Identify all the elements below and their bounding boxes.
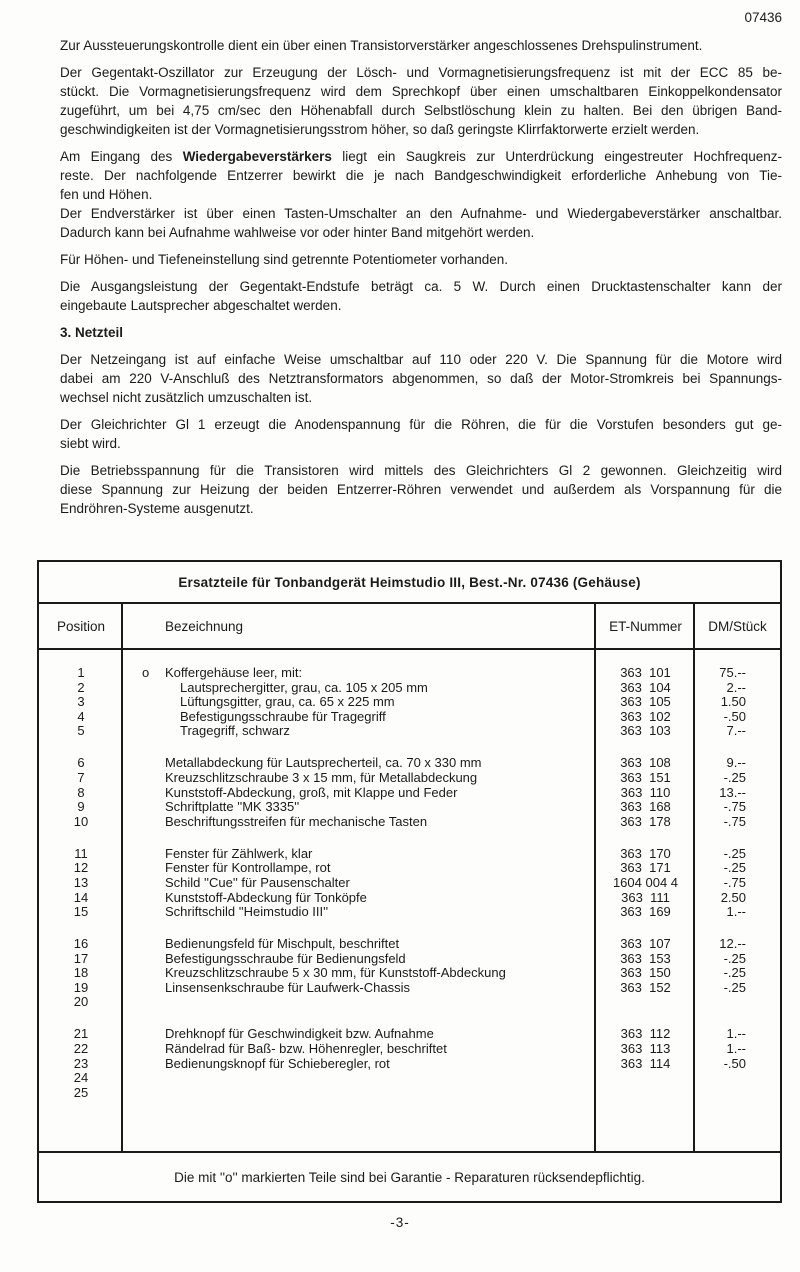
cell-et-nummer: 363 171 xyxy=(620,860,671,876)
cell-dm-stueck: -.75 xyxy=(723,874,746,890)
part-description: Metallabdeckung für Lautsprecherteil, ca. 70 x 330 mm xyxy=(165,755,482,771)
cell-position: 10 xyxy=(73,813,89,829)
doc-number: 07436 xyxy=(744,10,782,25)
col-header-position: Position xyxy=(56,618,106,634)
cell-bezeichnung xyxy=(123,1042,596,1057)
part-description: Befestigungsschraube für Tragegriff xyxy=(180,708,386,724)
cell-bezeichnung xyxy=(123,1057,596,1072)
cell-bezeichnung xyxy=(123,995,596,1010)
cell-dm-stueck xyxy=(695,1086,780,1101)
cell-position: 1 xyxy=(77,665,85,680)
cell-et-nummer xyxy=(596,1071,695,1086)
cell-dm-stueck xyxy=(695,1071,780,1086)
table-row xyxy=(39,1086,780,1101)
cell-bezeichnung xyxy=(123,666,596,681)
table-header-row xyxy=(39,604,780,650)
cell-et-nummer: 363 111 xyxy=(621,889,670,905)
column-divider xyxy=(121,604,123,1151)
cell-position: 21 xyxy=(73,1026,89,1042)
table-row xyxy=(39,861,780,876)
page-number: -3- xyxy=(390,1215,410,1230)
cell-et-nummer: 363 112 xyxy=(620,1026,671,1042)
part-description: Befestigungsschraube für Bedienungsfeld xyxy=(165,950,406,966)
paragraph xyxy=(60,63,782,139)
cell-bezeichnung xyxy=(123,756,596,771)
cell-et-nummer: 363 103 xyxy=(620,723,671,739)
table-row xyxy=(39,756,780,771)
cell-dm-stueck xyxy=(695,995,780,1010)
cell-bezeichnung xyxy=(123,815,596,830)
table-row xyxy=(39,905,780,920)
cell-et-nummer: 1604 004 4 xyxy=(612,874,679,890)
cell-position: 18 xyxy=(73,965,89,981)
cell-position: 15 xyxy=(73,904,89,920)
cell-et-nummer: 363 153 xyxy=(620,950,671,966)
text-segment: liegt ein Saugkreis zur Unterdrückung eingestreuter Hochfrequenz- xyxy=(331,149,782,164)
table-row xyxy=(39,847,780,862)
cell-position: 24 xyxy=(73,1070,89,1086)
table-row xyxy=(39,681,780,696)
text-line: reste. Der nachfolgende Entzerrer bewirkt die je nach Bandgeschwindigkeit erforderliche Anhebung von Tie- xyxy=(60,168,782,183)
cell-dm-stueck: -.50 xyxy=(723,1055,746,1071)
cell-bezeichnung xyxy=(123,1071,596,1086)
part-description: Lüftungsgitter, grau, ca. 65 x 225 mm xyxy=(180,694,395,710)
cell-bezeichnung xyxy=(123,981,596,996)
cell-dm-stueck: -.25 xyxy=(723,845,746,861)
group-gap-row xyxy=(39,829,780,846)
body-text xyxy=(60,36,782,526)
cell-dm-stueck: -.25 xyxy=(723,979,746,995)
cell-dm-stueck: -.75 xyxy=(723,813,746,829)
cell-et-nummer: 363 101 xyxy=(620,665,671,680)
bold-term: Wiedergabeverstärkers xyxy=(182,149,332,164)
cell-position: 16 xyxy=(73,936,89,952)
cell-dm-stueck: 2.50 xyxy=(720,889,746,905)
table-row xyxy=(39,952,780,967)
group-gap-row xyxy=(39,920,780,937)
spare-parts-table xyxy=(37,560,782,1203)
cell-dm-stueck: -.75 xyxy=(723,799,746,815)
paragraph xyxy=(60,461,782,518)
part-description: Fenster für Zählwerk, klar xyxy=(165,845,313,861)
text-line: zugeführt, um bei 4,75 cm/sec den Höhenabfall durch Selbstlöschung klein zu halten. Bei den übrigen Band- xyxy=(60,103,782,118)
text-line: Der Netzeingang ist auf einfache Weise umschaltbar auf 110 oder 220 V. Die Spannung für die Motore wird xyxy=(60,352,782,367)
table-row xyxy=(39,724,780,739)
table-row xyxy=(39,695,780,710)
part-description: Beschriftungsstreifen für mechanische Tasten xyxy=(165,813,428,829)
table-row xyxy=(39,891,780,906)
table-body xyxy=(39,650,780,1151)
cell-position: 5 xyxy=(77,723,85,739)
cell-dm-stueck: 1.-- xyxy=(726,904,746,920)
cell-et-nummer: 363 102 xyxy=(620,708,671,724)
cell-bezeichnung xyxy=(123,861,596,876)
cell-position: 7 xyxy=(77,769,85,785)
cell-et-nummer: 363 107 xyxy=(620,936,671,952)
text-line: Die Ausgangsleistung der Gegentakt-Endstufe beträgt ca. 5 W. Durch einen Drucktastenschalter kann der xyxy=(60,279,782,294)
table-title: Ersatzteile für Tonbandgerät Heimstudio III, Best.-Nr. 07436 (Gehäuse) xyxy=(39,562,780,604)
cell-et-nummer xyxy=(596,1086,695,1101)
text-line: Zur Aussteuerungskontrolle dient ein über einen Transistorverstärker angeschlossenes Drehspulinstrument. xyxy=(60,38,703,53)
cell-position: 12 xyxy=(73,860,89,876)
cell-dm-stueck: 1.50 xyxy=(720,694,746,710)
text-line: Endröhren-Systeme ausgenutzt. xyxy=(60,501,254,516)
table-row xyxy=(39,1071,780,1086)
cell-et-nummer: 363 169 xyxy=(620,904,671,920)
column-divider xyxy=(693,604,695,1151)
text-line: Der Gegentakt-Oszillator zur Erzeugung der Lösch- und Vormagnetisierungsfrequenz ist mit der ECC 85 be- xyxy=(60,65,782,80)
paragraph xyxy=(60,277,782,315)
paragraph xyxy=(60,415,782,453)
cell-bezeichnung xyxy=(123,681,596,696)
text-segment: Am Eingang des xyxy=(60,149,183,164)
cell-bezeichnung xyxy=(123,786,596,801)
cell-dm-stueck: -.25 xyxy=(723,965,746,981)
cell-dm-stueck: 1.-- xyxy=(726,1026,746,1042)
cell-bezeichnung xyxy=(123,1086,596,1101)
table-row xyxy=(39,937,780,952)
part-description: Lautsprechergitter, grau, ca. 105 x 205 mm xyxy=(180,679,428,695)
section-heading: 3. Netzteil xyxy=(60,325,124,340)
text-line: Dadurch kann bei Aufnahme wahlweise vor oder hinter Band mitgehört werden. xyxy=(60,225,535,240)
cell-bezeichnung xyxy=(123,800,596,815)
cell-position: 6 xyxy=(77,755,85,771)
cell-position: 19 xyxy=(73,979,89,995)
table-row xyxy=(39,815,780,830)
cell-dm-stueck: 13.-- xyxy=(719,784,746,800)
cell-dm-stueck: 9.-- xyxy=(726,755,746,771)
part-description: Kreuzschlitzschraube 3 x 15 mm, für Metallabdeckung xyxy=(165,769,478,785)
table-footnote: Die mit ''o'' markierten Teile sind bei Garantie - Reparaturen rücksendepflichtig. xyxy=(39,1151,780,1201)
cell-dm-stueck: 12.-- xyxy=(719,936,746,952)
text-line: Der Endverstärker ist über einen Tasten-Umschalter an den Aufnahme- und Wiedergabeverstärker anschaltbar. xyxy=(60,206,782,221)
cell-bezeichnung xyxy=(123,937,596,952)
paragraph xyxy=(60,147,782,242)
cell-et-nummer: 363 104 xyxy=(620,679,671,695)
cell-et-nummer: 363 152 xyxy=(620,979,671,995)
cell-dm-stueck: 2.-- xyxy=(726,679,746,695)
col-header-bezeichnung: Bezeichnung xyxy=(165,618,244,634)
part-description: Linsensenkschraube für Laufwerk-Chassis xyxy=(165,979,410,995)
cell-position: 3 xyxy=(77,694,85,710)
cell-position: 17 xyxy=(73,950,89,966)
group-gap-row xyxy=(39,739,780,756)
text-line: dabei am 220 V-Anschluß des Netztransformators abgenommen, so daß der Motor-Stromkreis bei Spannungs- xyxy=(60,371,782,386)
cell-et-nummer: 363 110 xyxy=(620,784,671,800)
part-description: Fenster für Kontrollampe, rot xyxy=(165,860,331,876)
cell-position: 11 xyxy=(74,845,88,861)
text-line: stückt. Die Vormagnetisierungsfrequenz wird dem Sprechkopf über einen umschaltbaren Einkoppelkondensator xyxy=(60,84,782,99)
cell-position: 2 xyxy=(77,679,85,695)
part-description: Schild ''Cue'' für Pausenschalter xyxy=(165,874,350,890)
cell-bezeichnung xyxy=(123,724,596,739)
cell-et-nummer: 363 108 xyxy=(620,755,671,771)
table-row xyxy=(39,1042,780,1057)
cell-bezeichnung xyxy=(123,695,596,710)
part-description: Kunststoff-Abdeckung für Tonköpfe xyxy=(165,889,367,905)
col-header-dm-stueck: DM/Stück xyxy=(708,618,767,634)
text-line: eingebaute Lautsprecher abgeschaltet werden. xyxy=(60,298,342,313)
cell-dm-stueck: 75.-- xyxy=(719,665,746,680)
table-row xyxy=(39,981,780,996)
text-line: fen und Höhen. xyxy=(60,187,153,202)
table-row xyxy=(39,966,780,981)
part-description: Schriftschild ''Heimstudio III'' xyxy=(165,904,329,920)
table-row xyxy=(39,995,780,1010)
cell-dm-stueck: 1.-- xyxy=(726,1041,746,1057)
part-description: Bedienungsknopf für Schieberegler, rot xyxy=(165,1055,390,1071)
part-description: Koffergehäuse leer, mit: xyxy=(165,665,303,680)
text-line: Die Betriebsspannung für die Transistoren wird mittels des Gleichrichters Gl 2 gewonnen. Gleichzeitig wird xyxy=(60,463,782,478)
table-row xyxy=(39,771,780,786)
table-row xyxy=(39,666,780,681)
part-description: Schriftplatte ''MK 3335'' xyxy=(165,799,300,815)
text-line: diese Spannung zur Heizung der beiden Entzerrer-Röhren verwendet und außerdem als Vorspannung für die xyxy=(60,482,782,497)
cell-dm-stueck: 7.-- xyxy=(726,723,746,739)
cell-dm-stueck: -.25 xyxy=(723,769,746,785)
group-gap-row xyxy=(39,1010,780,1027)
cell-bezeichnung xyxy=(123,891,596,906)
part-description: Kunststoff-Abdeckung, groß, mit Klappe und Feder xyxy=(165,784,458,800)
part-description: Drehknopf für Geschwindigkeit bzw. Aufnahme xyxy=(165,1026,434,1042)
cell-et-nummer: 363 151 xyxy=(620,769,671,785)
table-row xyxy=(39,1027,780,1042)
text-line xyxy=(60,147,782,166)
part-description: Rändelrad für Baß- bzw. Höhenregler, beschriftet xyxy=(165,1041,447,1057)
text-line: siebt wird. xyxy=(60,436,121,451)
cell-bezeichnung xyxy=(123,771,596,786)
cell-position: 22 xyxy=(73,1041,89,1057)
paragraph xyxy=(60,350,782,407)
table-row xyxy=(39,786,780,801)
cell-position: 9 xyxy=(77,799,85,815)
cell-bezeichnung xyxy=(123,876,596,891)
cell-position: 23 xyxy=(73,1055,89,1071)
cell-et-nummer: 363 113 xyxy=(620,1041,671,1057)
cell-position: 4 xyxy=(77,708,85,724)
cell-et-nummer: 363 105 xyxy=(620,694,671,710)
cell-bezeichnung xyxy=(123,1027,596,1042)
cell-dm-stueck: -.25 xyxy=(723,950,746,966)
paragraph xyxy=(60,36,782,55)
cell-et-nummer: 363 178 xyxy=(620,813,671,829)
cell-et-nummer xyxy=(596,995,695,1010)
cell-position: 14 xyxy=(73,889,89,905)
part-description: Tragegriff, schwarz xyxy=(180,723,290,739)
cell-bezeichnung xyxy=(123,710,596,725)
cell-dm-stueck: -.25 xyxy=(723,860,746,876)
cell-bezeichnung xyxy=(123,952,596,967)
return-marker: o xyxy=(142,665,150,680)
table-row xyxy=(39,876,780,891)
cell-position: 25 xyxy=(73,1084,89,1100)
text-line: Für Höhen- und Tiefeneinstellung sind getrennte Potentiometer vorhanden. xyxy=(60,252,509,267)
cell-position: 8 xyxy=(77,784,85,800)
text-line: geschwindigkeiten ist der Vormagnetisierungsstrom höher, so daß geringste Klirrfaktorwerte erzielt werden. xyxy=(60,122,700,137)
table-row xyxy=(39,710,780,725)
cell-position: 20 xyxy=(73,994,89,1010)
cell-bezeichnung xyxy=(123,847,596,862)
paragraph xyxy=(60,250,782,269)
col-header-et-nummer: ET-Nummer xyxy=(609,618,682,634)
text-line: Der Gleichrichter Gl 1 erzeugt die Anodenspannung für die Röhren, die für die Vorstufen besonders gut ge- xyxy=(60,417,782,432)
cell-et-nummer: 363 170 xyxy=(620,845,671,861)
table-row xyxy=(39,1057,780,1072)
cell-dm-stueck: -.50 xyxy=(723,708,746,724)
column-divider xyxy=(594,604,596,1151)
cell-bezeichnung xyxy=(123,966,596,981)
cell-et-nummer: 363 150 xyxy=(620,965,671,981)
cell-et-nummer: 363 114 xyxy=(620,1055,671,1071)
cell-et-nummer: 363 168 xyxy=(620,799,671,815)
cell-position: 13 xyxy=(73,874,89,890)
part-description: Kreuzschlitzschraube 5 x 30 mm, für Kunststoff-Abdeckung xyxy=(165,965,506,981)
table-mid xyxy=(39,604,780,1151)
table-row xyxy=(39,800,780,815)
part-description: Bedienungsfeld für Mischpult, beschriftet xyxy=(165,936,400,952)
text-line: wechsel nicht zusätzlich umzuschalten ist. xyxy=(60,390,313,405)
cell-bezeichnung xyxy=(123,905,596,920)
